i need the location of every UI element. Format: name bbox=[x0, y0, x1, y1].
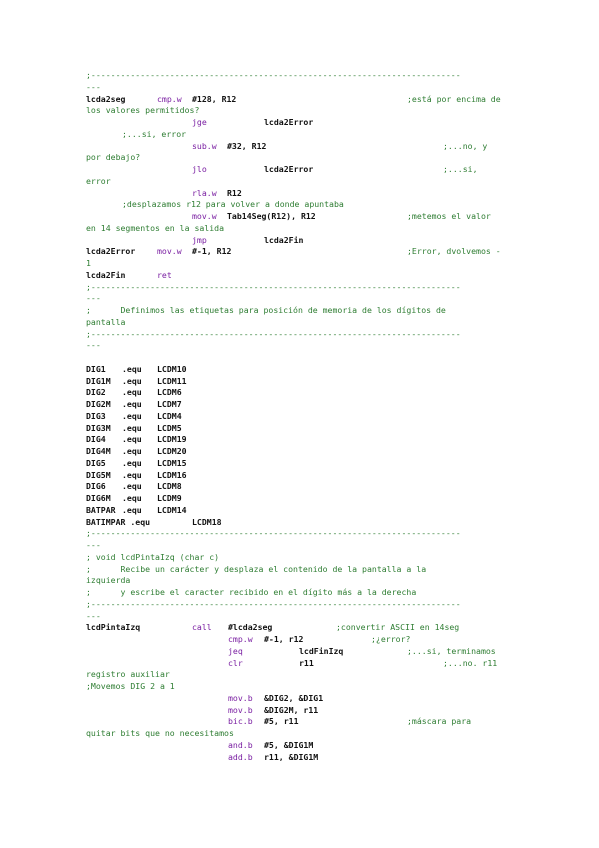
code-line bbox=[86, 175, 518, 187]
code-line bbox=[86, 492, 518, 504]
code-line bbox=[86, 551, 518, 563]
code-comment: ;máscara para bbox=[407, 716, 472, 727]
code-line bbox=[86, 704, 518, 716]
code-line bbox=[86, 198, 518, 210]
code-instruction: and.b bbox=[228, 739, 253, 750]
code-token: lcdPintaIzq bbox=[86, 622, 141, 633]
code-line bbox=[86, 715, 518, 727]
code-instruction: call bbox=[192, 622, 212, 633]
code-comment: ;...si, bbox=[443, 164, 478, 174]
code-line bbox=[86, 598, 518, 610]
code-line bbox=[86, 645, 518, 657]
code-token: .equ bbox=[122, 422, 142, 433]
code-line bbox=[86, 516, 518, 528]
code-comment: en 14 segmentos en la salida bbox=[86, 222, 225, 233]
code-comment: ;--------------------------------------------------------------------------- bbox=[86, 70, 461, 80]
code-token: .equ bbox=[122, 375, 142, 386]
code-line bbox=[86, 304, 518, 316]
code-line bbox=[86, 539, 518, 551]
code-token: DIG5M bbox=[86, 469, 111, 480]
code-instruction: sub.w bbox=[192, 140, 217, 151]
code-comment: ;--------------------------------------------------------------------------- bbox=[86, 328, 461, 339]
code-comment: ;...si, error bbox=[122, 128, 187, 139]
code-line bbox=[86, 375, 518, 387]
code-line bbox=[86, 398, 518, 410]
code-line bbox=[86, 657, 518, 669]
code-token: DIG1M bbox=[86, 375, 111, 386]
code-token: .equ bbox=[122, 446, 142, 456]
code-comment: ;...no. r11 bbox=[443, 657, 498, 668]
code-instruction: jmp bbox=[192, 234, 207, 245]
code-token: LCDM8 bbox=[157, 481, 182, 492]
code-line bbox=[86, 351, 518, 363]
code-token: DIG1 bbox=[86, 363, 106, 374]
code-token: Tab14Seg(R12), R12 bbox=[227, 211, 316, 221]
code-line bbox=[86, 245, 518, 257]
code-token: DIG4M bbox=[86, 446, 111, 456]
code-line bbox=[86, 328, 518, 340]
code-comment: ;convertir ASCII en 14seg bbox=[336, 622, 460, 633]
code-token: lcda2Error bbox=[264, 117, 314, 127]
code-token: LCDM15 bbox=[157, 457, 187, 468]
code-instruction: bic.b bbox=[228, 716, 253, 727]
code-line bbox=[86, 234, 518, 246]
code-line bbox=[86, 739, 518, 751]
code-line bbox=[86, 445, 518, 457]
code-comment: ; Recibe un carácter y desplaza el contenido de la pantalla a la bbox=[86, 563, 427, 574]
code-token: LCDM6 bbox=[157, 387, 182, 398]
code-token: LCDM11 bbox=[157, 375, 187, 386]
code-token: LCDM10 bbox=[157, 363, 187, 374]
code-token: &DIG2M, r11 bbox=[264, 704, 319, 715]
code-line bbox=[86, 269, 518, 281]
code-line bbox=[86, 128, 518, 140]
code-token: .equ bbox=[122, 387, 142, 398]
code-line bbox=[86, 610, 518, 622]
code-comment: error bbox=[86, 175, 111, 186]
code-line bbox=[86, 692, 518, 704]
code-line bbox=[86, 563, 518, 575]
code-line bbox=[86, 527, 518, 539]
code-comment: ;--------------------------------------------------------------------------- bbox=[86, 598, 461, 609]
code-line bbox=[86, 363, 518, 375]
code-line bbox=[86, 163, 518, 175]
code-comment: ; Definimos las etiquetas para posición de memoria de los dígitos de bbox=[86, 305, 446, 315]
code-token: .equ bbox=[122, 469, 142, 480]
code-token: DIG4 bbox=[86, 434, 106, 445]
code-token: #lcda2seg bbox=[228, 622, 273, 633]
code-token: R12 bbox=[227, 187, 242, 198]
code-comment: ; void lcdPintaIzq (char c) bbox=[86, 551, 220, 562]
code-line bbox=[86, 422, 518, 434]
code-line bbox=[86, 727, 518, 739]
code-token: #128, R12 bbox=[192, 93, 237, 104]
code-comment: por debajo? bbox=[86, 152, 141, 163]
code-line bbox=[86, 410, 518, 422]
code-token: .equ bbox=[122, 481, 142, 492]
code-token: .equ bbox=[122, 363, 142, 374]
code-comment: ;...si, terminamos bbox=[407, 645, 496, 656]
code-token: DIG6M bbox=[86, 493, 111, 503]
code-line bbox=[86, 316, 518, 328]
code-instruction: add.b bbox=[228, 751, 253, 762]
code-token: LCDM4 bbox=[157, 410, 182, 421]
code-token: .equ bbox=[122, 504, 142, 515]
code-line bbox=[86, 457, 518, 469]
code-line bbox=[86, 386, 518, 398]
code-comment: ;Movemos DIG 2 a 1 bbox=[86, 681, 175, 691]
code-token: #-1, r12 bbox=[264, 634, 304, 644]
code-comment: quitar bits que no necesitamos bbox=[86, 728, 234, 738]
code-token: .equ bbox=[122, 434, 142, 445]
code-instruction: cmp.w bbox=[157, 93, 182, 104]
code-line bbox=[86, 292, 518, 304]
code-comment: ;--------------------------------------------------------------------------- bbox=[86, 528, 461, 539]
code-token: .equ bbox=[122, 399, 142, 409]
code-token: DIG6 bbox=[86, 481, 106, 492]
code-token: lcda2seg bbox=[86, 93, 126, 104]
code-instruction: mov.w bbox=[192, 211, 217, 221]
code-line bbox=[86, 151, 518, 163]
code-line bbox=[86, 281, 518, 293]
code-comment: --- bbox=[86, 81, 101, 92]
code-comment: 1 bbox=[86, 258, 91, 268]
code-instruction: mov.w bbox=[157, 246, 182, 257]
code-line bbox=[86, 69, 518, 81]
code-line bbox=[86, 574, 518, 586]
code-token: LCDM14 bbox=[157, 504, 187, 515]
code-token: .equ bbox=[122, 457, 142, 468]
code-token: LCDM7 bbox=[157, 399, 182, 409]
code-comment: ;desplazamos r12 para volver a donde apuntaba bbox=[122, 199, 344, 210]
code-token: DIG3 bbox=[86, 410, 106, 421]
code-token: BATIMPAR .equ bbox=[86, 516, 151, 527]
code-instruction: mov.b bbox=[228, 704, 253, 715]
code-line bbox=[86, 104, 518, 116]
code-comment: --- bbox=[86, 340, 101, 351]
code-token: DIG3M bbox=[86, 422, 111, 433]
code-instruction: ret bbox=[157, 269, 172, 280]
code-instruction: cmp.w bbox=[228, 634, 253, 644]
code-token: DIG5 bbox=[86, 457, 106, 468]
code-comment: izquierda bbox=[86, 575, 131, 586]
code-instruction: jlo bbox=[192, 164, 207, 174]
code-token: #5, r11 bbox=[264, 716, 299, 727]
code-comment: ;--------------------------------------------------------------------------- bbox=[86, 281, 461, 292]
code-token: LCDM18 bbox=[192, 516, 222, 527]
code-token: &DIG2, &DIG1 bbox=[264, 692, 324, 703]
code-token: lcda2Fin bbox=[264, 234, 304, 245]
code-line bbox=[86, 93, 518, 105]
code-line bbox=[86, 504, 518, 516]
code-line bbox=[86, 257, 518, 269]
code-comment: --- bbox=[86, 540, 101, 550]
code-token: DIG2 bbox=[86, 387, 106, 398]
code-comment: ;metemos el valor bbox=[407, 211, 491, 221]
code-token: LCDM19 bbox=[157, 434, 187, 445]
code-line bbox=[86, 680, 518, 692]
code-line bbox=[86, 668, 518, 680]
code-instruction: rla.w bbox=[192, 187, 217, 198]
code-comment: --- bbox=[86, 293, 101, 304]
code-token: LCDM9 bbox=[157, 493, 182, 503]
code-token: r11, &DIG1M bbox=[264, 751, 319, 762]
code-line bbox=[86, 633, 518, 645]
code-token: #5, &DIG1M bbox=[264, 739, 314, 750]
code-instruction: mov.b bbox=[228, 692, 253, 703]
code-line bbox=[86, 480, 518, 492]
code-comment: registro auxiliar bbox=[86, 669, 170, 680]
code-comment: --- bbox=[86, 610, 101, 621]
code-line bbox=[86, 210, 518, 222]
code-token: .equ bbox=[122, 493, 142, 503]
code-token: lcdFinIzq bbox=[299, 645, 344, 656]
code-token: #32, R12 bbox=[227, 140, 267, 151]
code-line bbox=[86, 586, 518, 598]
code-line bbox=[86, 140, 518, 152]
code-token: LCDM16 bbox=[157, 469, 187, 480]
code-line bbox=[86, 751, 518, 763]
code-comment: pantalla bbox=[86, 316, 126, 327]
code-comment: ;Error, dvolvemos - bbox=[407, 246, 501, 257]
code-line bbox=[86, 469, 518, 481]
code-token: lcda2Error bbox=[86, 246, 136, 257]
code-line bbox=[86, 222, 518, 234]
code-token: #-1, R12 bbox=[192, 246, 232, 257]
code-token: lcda2Fin bbox=[86, 269, 126, 280]
code-instruction: jeq bbox=[228, 645, 243, 656]
code-instruction: clr bbox=[228, 657, 243, 668]
code-comment: ; y escribe el caracter recibido en el dígito más a la derecha bbox=[86, 587, 417, 597]
code-comment: ;está por encima de bbox=[407, 93, 501, 104]
code-line bbox=[86, 116, 518, 128]
code-comment: ;¿error? bbox=[371, 634, 411, 644]
code-line bbox=[86, 187, 518, 199]
code-token: DIG2M bbox=[86, 399, 111, 409]
code-line bbox=[86, 339, 518, 351]
code-line bbox=[86, 433, 518, 445]
code-line bbox=[86, 81, 518, 93]
code-line bbox=[86, 621, 518, 633]
code-token: r11 bbox=[299, 657, 314, 668]
code-instruction: jge bbox=[192, 117, 207, 127]
code-token: LCDM20 bbox=[157, 446, 187, 456]
code-token: LCDM5 bbox=[157, 422, 182, 433]
code-token: lcda2Error bbox=[264, 164, 314, 174]
code-token: BATPAR bbox=[86, 504, 116, 515]
code-comment: ;...no, y bbox=[443, 140, 488, 151]
code-token: .equ bbox=[122, 410, 142, 421]
code-comment: los valores permitidos? bbox=[86, 105, 200, 116]
